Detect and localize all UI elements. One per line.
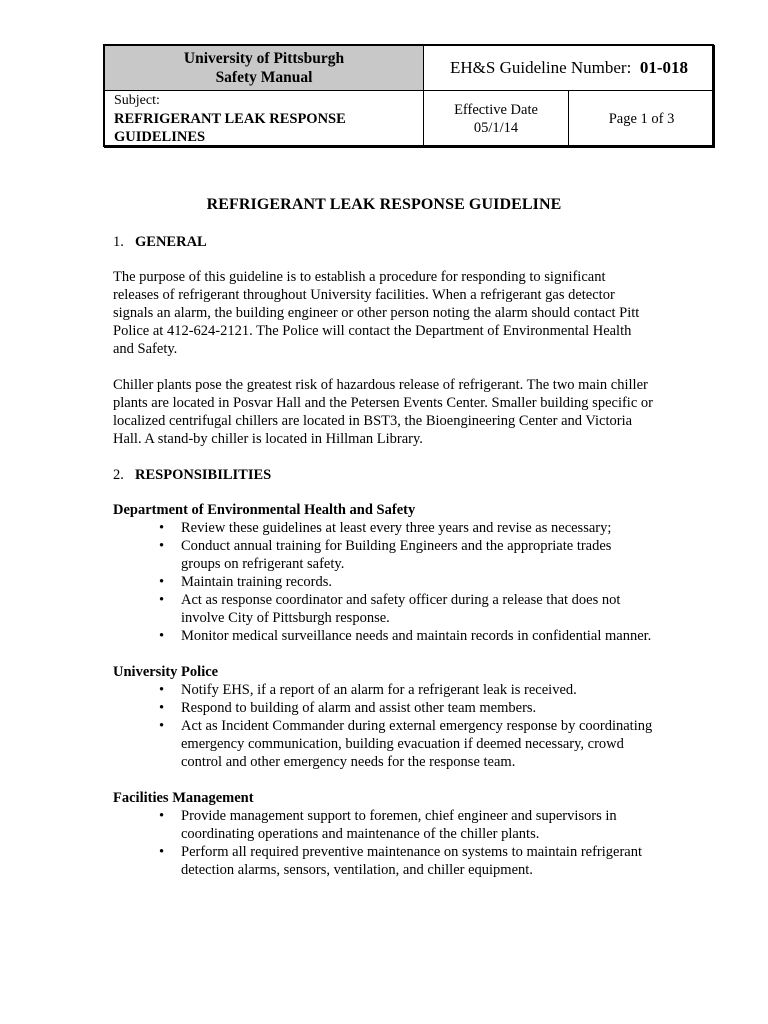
bullet-icon: • [159, 718, 165, 734]
section-number: 1. [113, 234, 124, 250]
bullet-icon: • [159, 682, 165, 698]
list-item-text: Perform all required preventive maintenance on systems to maintain refrigerant detection alarms, sensors, ventilation, and chiller equipment. [181, 844, 643, 878]
bullet-icon: • [159, 844, 165, 860]
manual-name: Safety Manual [215, 69, 313, 86]
list-item [113, 807, 653, 843]
list-item [113, 537, 653, 573]
list-item [113, 717, 653, 771]
list-item-text: Provide management support to foremen, chief engineer and supervisors in coordinating operations and maintenance of the chiller plants. [181, 808, 617, 842]
bullet-icon: • [159, 628, 165, 644]
section-number: 2. [113, 467, 124, 483]
org-name: University of Pittsburgh [183, 50, 345, 67]
subject-cell [105, 91, 424, 148]
list-item [113, 519, 653, 537]
bullet-icon: • [159, 538, 165, 554]
document-title: REFRIGERANT LEAK RESPONSE GUIDELINE [206, 196, 562, 213]
subsection-heading: Facilities Management [113, 790, 254, 806]
list-item [113, 591, 653, 627]
subject-label: Subject: [114, 93, 160, 108]
paragraph: The purpose of this guideline is to establish a procedure for responding to significant releases of refrigerant throughout University facilities. When a refrigerant gas detector signals an alarm, the building engineer or other person noting the alarm should contact Pitt Police at 412-624-2121. The Police will contact the Department of Environmental Health and Safety. [113, 269, 640, 357]
list-item [113, 573, 653, 591]
section-title: GENERAL [135, 234, 207, 250]
list-item-text: Notify EHS, if a report of an alarm for a refrigerant leak is received. [181, 682, 577, 698]
section-heading [113, 466, 653, 484]
list-item-text: Review these guidelines at least every three years and revise as necessary; [181, 520, 612, 536]
guideline-label: EH&S Guideline Number: [450, 58, 632, 77]
document-body [113, 233, 653, 897]
bullet-icon: • [159, 592, 165, 608]
subject-title-line2: GUIDELINES [114, 129, 206, 145]
list-item-text: Monitor medical surveillance needs and maintain records in confidential manner. [181, 628, 652, 644]
effective-date-value: 05/1/14 [473, 120, 519, 136]
list-item-text: Respond to building of alarm and assist other team members. [181, 700, 537, 716]
bullet-icon: • [159, 520, 165, 536]
page-number: Page 1 of 3 [608, 110, 675, 127]
page-number-cell [569, 91, 715, 148]
section-title: RESPONSIBILITIES [135, 467, 272, 483]
header-table [104, 45, 715, 148]
list-item-text: Conduct annual training for Building Engineers and the appropriate trades groups on refrigerant safety. [181, 538, 612, 572]
list-item [113, 843, 653, 879]
list-item-text: Maintain training records. [181, 574, 332, 590]
bullet-list [113, 807, 653, 879]
bullet-list [113, 519, 653, 645]
list-item-text: Act as response coordinator and safety officer during a release that does not involve City of Pittsburgh response. [181, 592, 621, 626]
list-item [113, 681, 653, 699]
list-item-text: Act as Incident Commander during external emergency response by coordinating emergency communication, building evacuation if deemed necessary, crowd control and other emergency needs for the response team. [181, 718, 653, 770]
bullet-icon: • [159, 574, 165, 590]
bullet-list [113, 681, 653, 771]
section-heading [113, 233, 653, 251]
guideline-number: 01-018 [639, 58, 688, 77]
bullet-icon: • [159, 808, 165, 824]
effective-date-cell [424, 91, 569, 148]
paragraph: Chiller plants pose the greatest risk of hazardous release of refrigerant. The two main chiller plants are located in Posvar Hall and the Petersen Events Center. Smaller building specific or localized centrifugal chillers are located in BST3, the Bioengineering Center and Victoria Hall. A stand-by chiller is located in Hillman Library. [113, 377, 653, 447]
guideline-cell [424, 46, 715, 91]
effective-date-label: Effective Date [454, 102, 538, 118]
bullet-icon: • [159, 700, 165, 716]
subsection-heading: University Police [113, 664, 219, 680]
org-cell [105, 46, 424, 91]
subsection-heading: Department of Environmental Health and Safety [113, 502, 416, 518]
list-item [113, 627, 653, 645]
subject-title-line1: REFRIGERANT LEAK RESPONSE [114, 111, 346, 127]
list-item [113, 699, 653, 717]
